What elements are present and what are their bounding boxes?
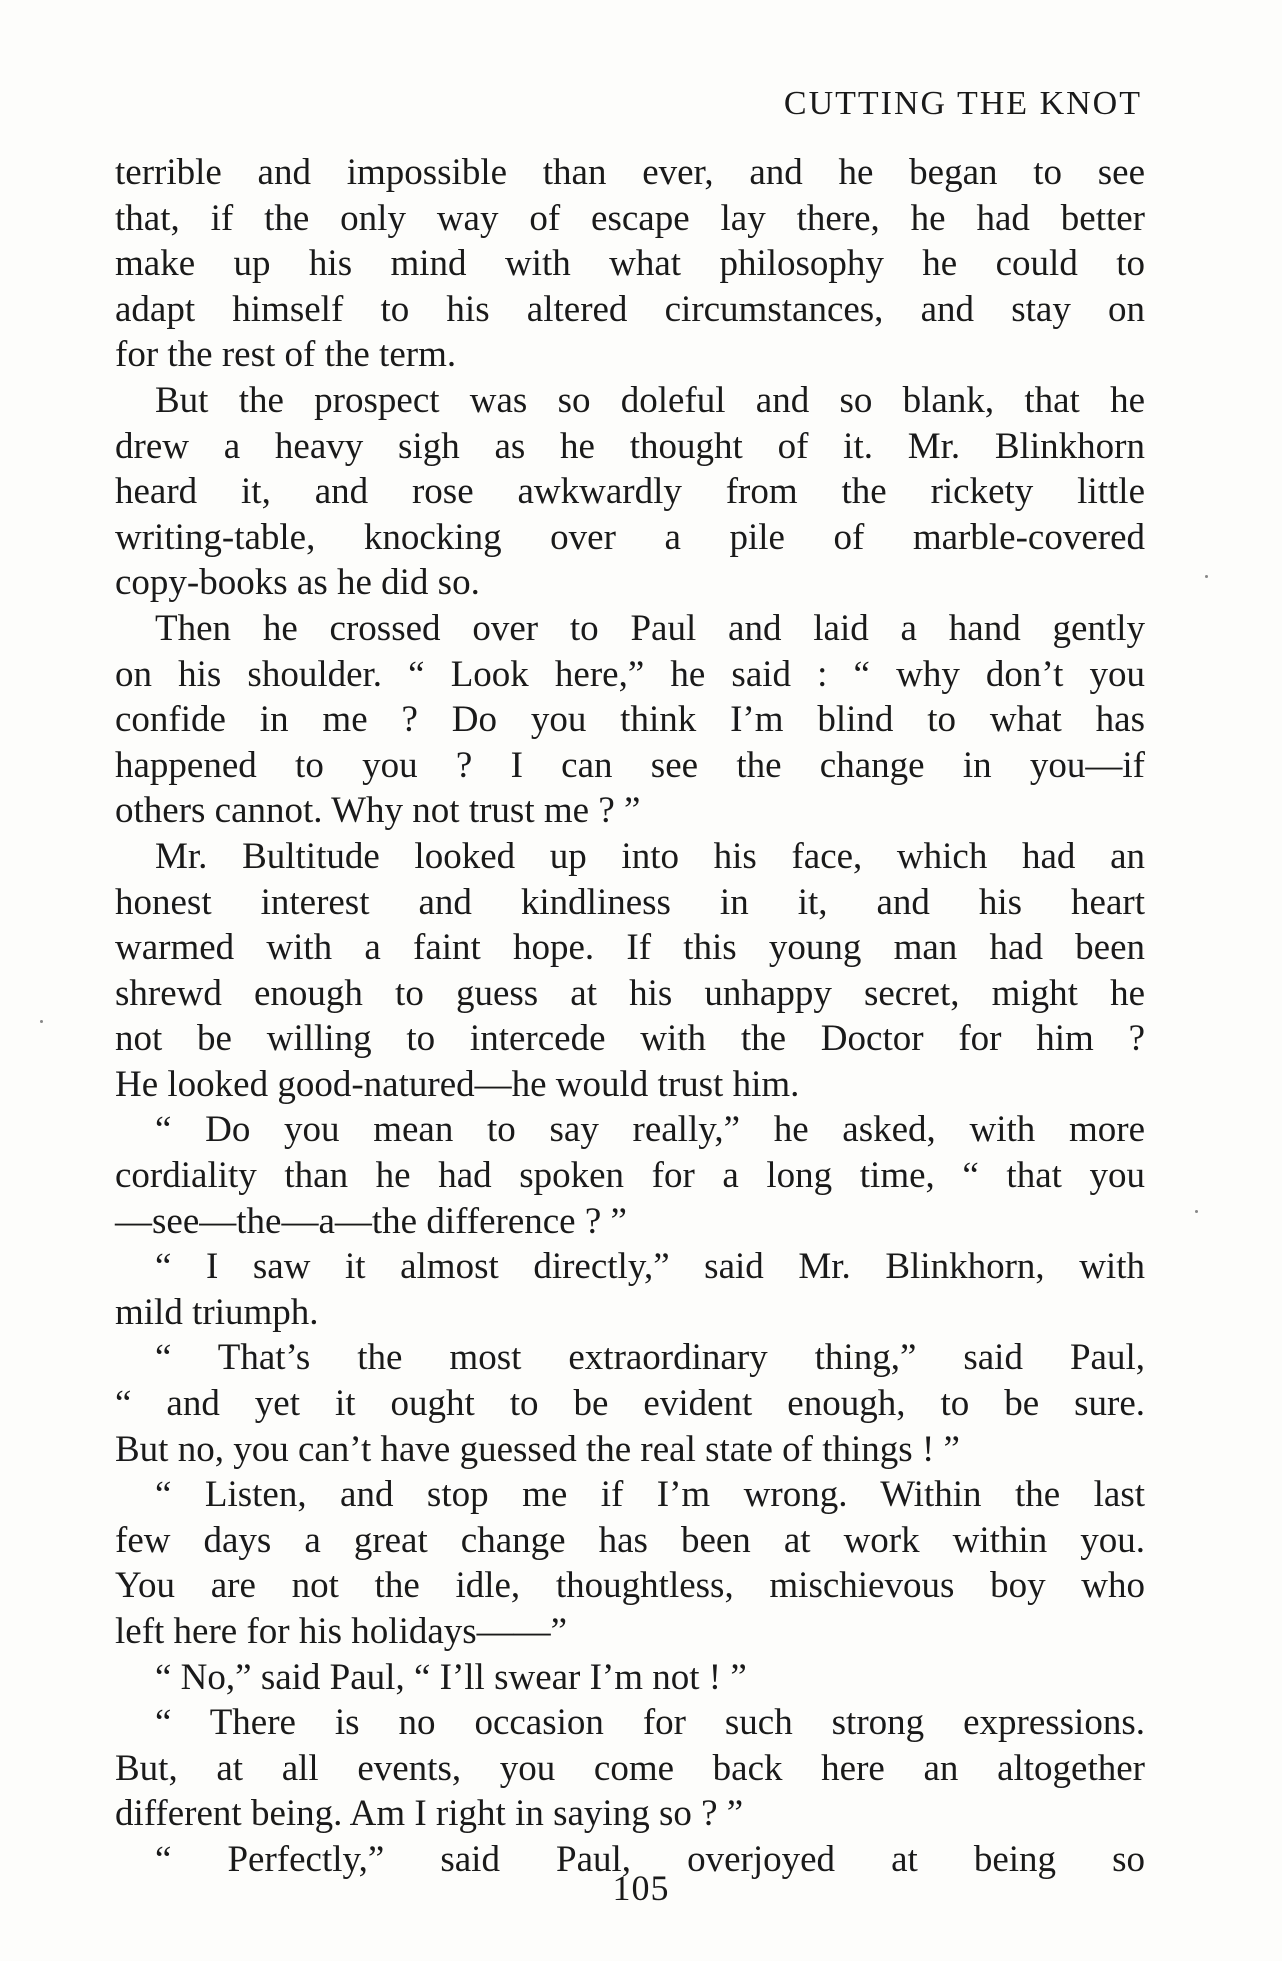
text-line: shrewd enough to guess at his unhappy secret, might he xyxy=(115,972,1145,1014)
text-line: not be willing to intercede with the Doctor for him ? xyxy=(115,1018,1145,1060)
text-line: confide in me ? Do you think I’m blind to what has xyxy=(115,699,1145,741)
text-line: copy-books as he did so. xyxy=(115,562,480,604)
paper-speck xyxy=(40,1020,43,1023)
text-line: —see—the—a—the difference ? ” xyxy=(115,1200,627,1242)
paragraph-first-line: Mr. Bultitude looked up into his face, which had an xyxy=(155,835,1145,877)
text-line: others cannot. Why not trust me ? ” xyxy=(115,790,641,832)
paragraph-first-line: “ Perfectly,” said Paul, overjoyed at being so xyxy=(155,1838,1145,1880)
paragraph-first-line: But the prospect was so doleful and so blank, that he xyxy=(155,379,1145,421)
paragraph-first-line: “ No,” said Paul, “ I’ll swear I’m not ! ” xyxy=(155,1656,747,1698)
text-line: on his shoulder. “ Look here,” he said : “ why don’t you xyxy=(115,653,1145,695)
text-line: mild triumph. xyxy=(115,1291,319,1333)
running-head: CUTTING THE KNOT xyxy=(783,85,1142,122)
paper-speck xyxy=(1205,575,1208,578)
text-line: cordiality than he had spoken for a long time, “ that you xyxy=(115,1155,1145,1197)
text-line: heard it, and rose awkwardly from the rickety little xyxy=(115,471,1145,513)
text-line: “ and yet it ought to be evident enough, to be sure. xyxy=(115,1383,1145,1425)
paragraph-first-line: “ That’s the most extraordinary thing,” said Paul, xyxy=(155,1337,1145,1379)
text-line: But no, you can’t have guessed the real state of things ! ” xyxy=(115,1428,960,1470)
paragraph-first-line: “ Listen, and stop me if I’m wrong. Within the last xyxy=(155,1474,1145,1516)
text-line: left here for his holidays——” xyxy=(115,1611,568,1652)
paragraph-first-line: Then he crossed over to Paul and laid a hand gently xyxy=(155,607,1145,649)
text-line: for the rest of the term. xyxy=(115,334,457,376)
paper-speck xyxy=(1195,1210,1198,1213)
text-line: few days a great change has been at work within you. xyxy=(115,1519,1145,1561)
text-line: honest interest and kindliness in it, and his heart xyxy=(115,881,1145,923)
paragraph-first-line: “ Do you mean to say really,” he asked, with more xyxy=(155,1109,1145,1151)
text-line: make up his mind with what philosophy he could to xyxy=(115,243,1145,285)
text-line: You are not the idle, thoughtless, mischievous boy who xyxy=(115,1565,1145,1607)
text-line: writing-table, knocking over a pile of marble-covered xyxy=(115,516,1145,558)
page-number: 105 xyxy=(612,1868,670,1908)
text-line: warmed with a faint hope. If this young man had been xyxy=(115,927,1145,969)
text-line: terrible and impossible than ever, and he began to see xyxy=(115,152,1145,193)
text-line: He looked good-natured—he would trust him. xyxy=(115,1063,800,1105)
text-line: different being. Am I right in saying so ? ” xyxy=(115,1793,744,1835)
text-line: happened to you ? I can see the change in you—if xyxy=(115,744,1145,786)
text-line: that, if the only way of escape lay there, he had better xyxy=(115,197,1145,239)
text-line: But, at all events, you come back here an altogether xyxy=(115,1747,1145,1789)
text-line: drew a heavy sigh as he thought of it. Mr. Blinkhorn xyxy=(115,425,1145,467)
body-text xyxy=(115,150,1145,1883)
paragraph-first-line: “ There is no occasion for such strong expressions. xyxy=(155,1702,1145,1744)
text-line: adapt himself to his altered circumstances, and stay on xyxy=(115,288,1145,330)
paragraph-first-line: “ I saw it almost directly,” said Mr. Blinkhorn, with xyxy=(155,1246,1145,1288)
